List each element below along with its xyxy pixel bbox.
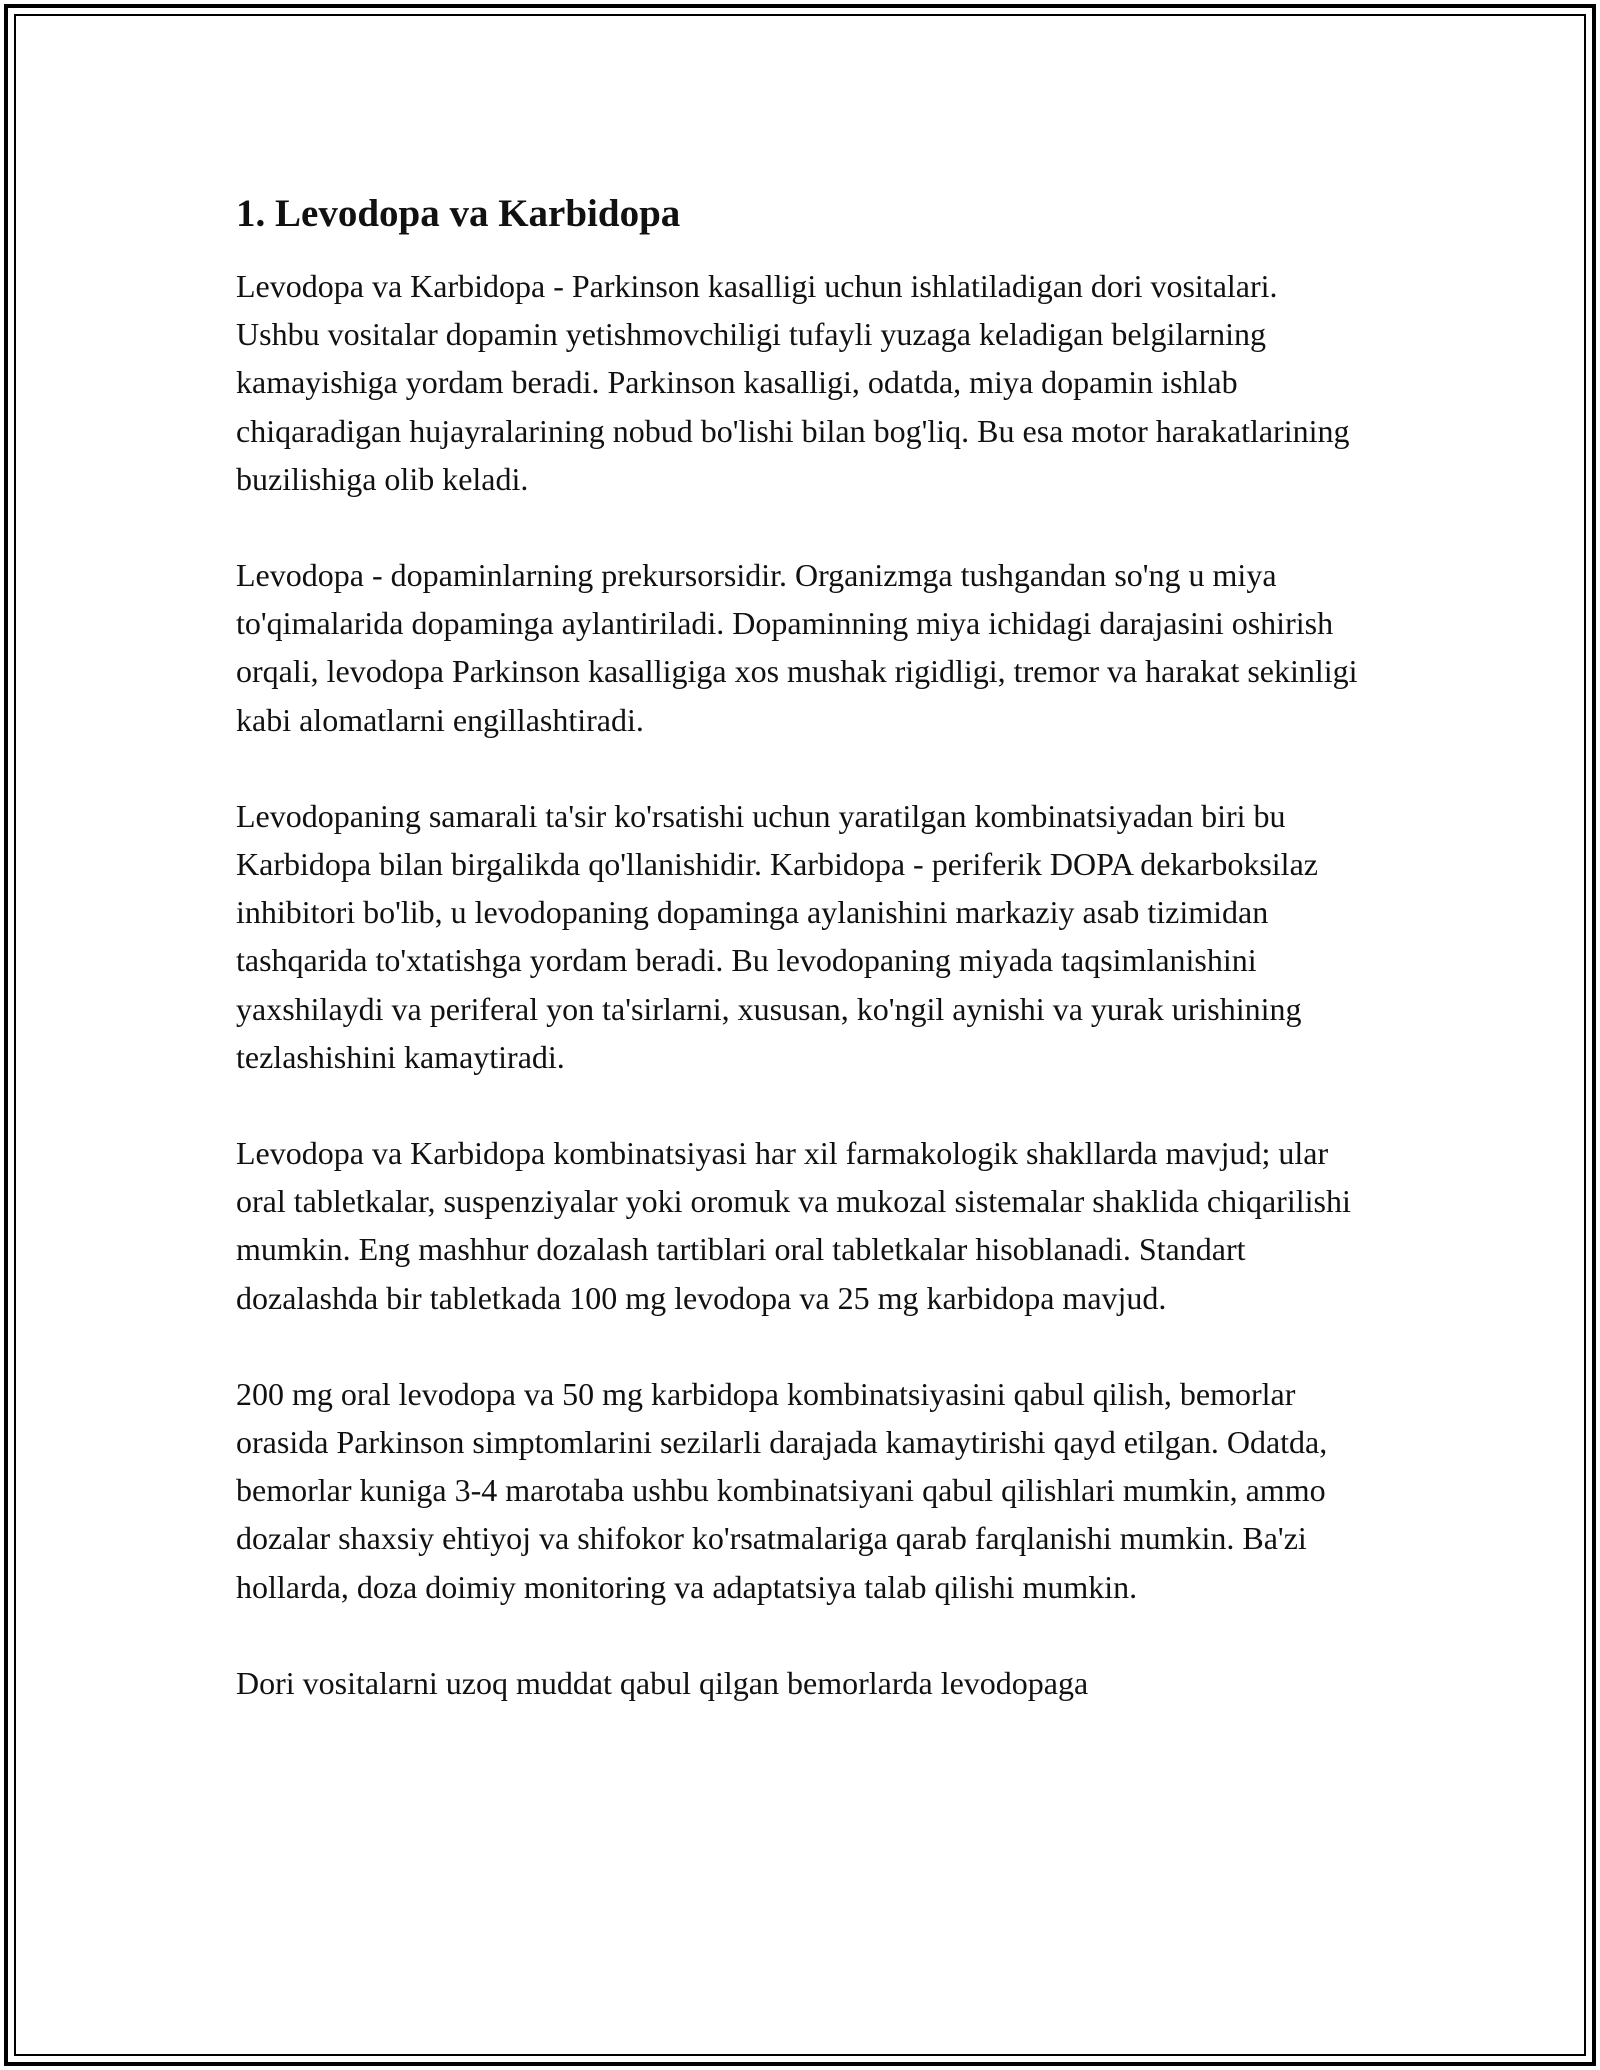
section-heading: 1. Levodopa va Karbidopa: [236, 192, 681, 235]
paragraph-long-term: Dori vositalarni uzoq muddat qabul qilgan bemorlarda levodopaga: [236, 1664, 1089, 1701]
paragraph-karbidopa-combination: Levodopaning samarali ta'sir ko'rsatishi uchun yaratilgan kombinatsiyadan biri bu Karbidopa bilan birgalikda qo'llanishidir. Karbidopa - periferik DOPA dekarboksilaz inhibitori bo'lib, u levodopaning dopaminga aylanishini markaziy asab tizimidan tashqarida to'xtatishga yordam beradi. Bu levodopaning miyada taqsimlanishini yaxshilaydi va periferal yon ta'sirlarni, xususan, ko'ngil aynishi va yurak urishining tezlashishini kamaytiradi.: [236, 797, 1318, 1075]
document-body: [236, 186, 1366, 1755]
paragraph-intro: Levodopa va Karbidopa - Parkinson kasalligi uchun ishlatiladigan dori vositalari. Ushbu vositalar dopamin yetishmovchiligi tufayli yuzaga keladigan belgilarning kamayishiga yordam beradi. Parkinson kasalligi, odatda, miya dopamin ishlab chiqaradigan hujayralarining nobud bo'lishi bilan bog'liq. Bu esa motor harakatlarining buzilishiga olib keladi.: [236, 268, 1350, 497]
paragraph-forms: Levodopa va Karbidopa kombinatsiyasi har xil farmakologik shakllarda mavjud; ular oral tabletkalar, suspenziyalar yoki oromuk va mukozal sistemalar shaklida chiqarilishi mumkin. Eng mashhur dozalash tartiblari oral tabletkalar hisoblanadi. Standart dozalashda bir tabletkada 100 mg levodopa va 25 mg karbidopa mavjud.: [236, 1135, 1351, 1316]
paragraph-levodopa: Levodopa - dopaminlarning prekursorsidir. Organizmga tushgandan so'ng u miya to'qimalarida dopaminga aylantiriladi. Dopaminning miya ichidagi darajasini oshirish orqali, levodopa Parkinson kasalligiga xos mushak rigidligi, tremor va harakat sekinligi kabi alomatlarni engillashtiradi.: [236, 557, 1358, 738]
paragraph-dosage: 200 mg oral levodopa va 50 mg karbidopa kombinatsiyasini qabul qilish, bemorlar orasida Parkinson simptomlarini sezilarli darajada kamaytirishi qayd etilgan. Odatda, bemorlar kuniga 3-4 marotaba ushbu kombinatsiyani qabul qilishlari mumkin, ammo dozalar shaxsiy ehtiyoj va shifokor ko'rsatmalariga qarab farqlanishi mumkin. Ba'zi hollarda, doza doimiy monitoring va adaptatsiya talab qilishi mumkin.: [236, 1375, 1328, 1605]
